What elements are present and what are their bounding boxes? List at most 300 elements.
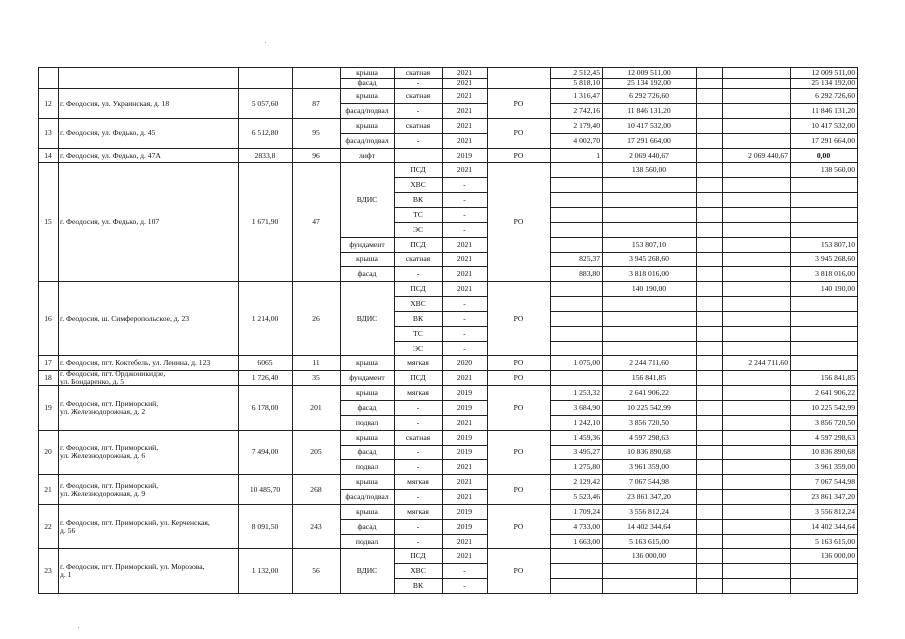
work-type: фасад/подвал <box>345 105 389 115</box>
operator: РО <box>513 402 524 412</box>
roof-type: ХВС <box>410 180 426 190</box>
work-type: лифт <box>358 150 376 160</box>
volume: 1 075,00 <box>573 358 600 368</box>
total-cost: 11 846 131,20 <box>811 105 855 115</box>
operator: РО <box>513 521 524 531</box>
operator: РО <box>513 217 524 227</box>
work-type: крыша <box>356 120 378 130</box>
year: 2019 <box>456 150 473 160</box>
year: 2021 <box>456 239 473 249</box>
row-border <box>38 593 858 594</box>
system-group-label: ВДИС <box>356 566 378 576</box>
subrow-border <box>394 296 487 297</box>
row-number: 12 <box>44 98 52 108</box>
address: г. Феодосия, пгт. Орджоникидзе, <box>60 369 166 379</box>
subrow-border <box>340 266 487 267</box>
cost: 153 807,10 <box>631 239 667 249</box>
address: г. Феодосия, пгт. Коктебель, ул. Ленина, д. 123 <box>60 358 211 368</box>
subrow-border <box>394 192 487 193</box>
work-type: фасад/подвал <box>345 135 389 145</box>
row-number: 22 <box>44 521 52 531</box>
roof-type: - <box>416 78 420 88</box>
total-cost: 3 961 359,00 <box>815 462 855 472</box>
scan-speck <box>78 627 79 628</box>
col-border <box>58 67 59 593</box>
total-cost: 4 597 298,63 <box>815 432 855 442</box>
year: 2021 <box>456 120 473 130</box>
subrow-border <box>550 326 857 327</box>
cost: 6 292 726,60 <box>629 91 669 101</box>
residents-count: 87 <box>312 98 320 108</box>
row-border <box>38 118 858 119</box>
cost: 25 134 192,00 <box>627 78 671 88</box>
work-type: фасад <box>357 402 377 412</box>
roof-type: - <box>416 536 420 546</box>
cost: 2 244 711,60 <box>629 358 669 368</box>
operator: РО <box>513 373 524 383</box>
volume: 883,80 <box>579 269 600 279</box>
work-type: крыша <box>356 506 378 516</box>
subrow-border <box>550 266 857 267</box>
volume: 3 495,27 <box>573 447 600 457</box>
building-area: 10 485,70 <box>249 484 281 494</box>
year: 2021 <box>456 105 473 115</box>
row-number: 15 <box>44 217 52 227</box>
residents-count: 201 <box>310 402 322 412</box>
volume: 2 129,42 <box>573 477 600 487</box>
col-border <box>38 67 39 593</box>
operator: РО <box>513 484 524 494</box>
year: 2021 <box>456 67 473 77</box>
building-area: 6 512,80 <box>251 128 279 138</box>
row-border <box>38 162 858 163</box>
cost: 2 069 440,67 <box>629 150 669 160</box>
year: 2021 <box>456 536 473 546</box>
cost: 3 961 359,00 <box>629 462 669 472</box>
address-line2: ул. Железнодорожная, д. 9 <box>60 488 146 498</box>
year: - <box>463 328 466 338</box>
address-line2: ул. Железнодорожная, д. 6 <box>60 451 146 461</box>
subrow-border <box>550 563 857 564</box>
cost: 140 190,00 <box>631 284 667 294</box>
work-type: фундамент <box>349 239 385 249</box>
building-area: 6 178,00 <box>251 402 279 412</box>
total-cost: 153 807,10 <box>820 239 855 249</box>
col-border <box>394 67 395 593</box>
work-type: фасад <box>357 521 377 531</box>
row-number: 14 <box>44 150 52 160</box>
row-border <box>38 148 858 149</box>
roof-type: ТС <box>413 209 423 219</box>
residents-count: 35 <box>312 373 320 383</box>
address: г. Феодосия, ул. Украинская, д. 18 <box>60 98 170 108</box>
roof-type: скатная <box>405 67 431 77</box>
subrow-border <box>550 192 857 193</box>
work-type: крыша <box>356 67 378 77</box>
year: - <box>463 313 466 323</box>
subrow-border <box>340 252 487 253</box>
total-cost: 25 134 192,00 <box>811 78 855 88</box>
cost: 14 402 344,64 <box>627 521 671 531</box>
work-type: крыша <box>356 91 378 101</box>
year: 2021 <box>456 91 473 101</box>
roof-type: скатная <box>405 254 431 264</box>
subrow-border <box>550 489 857 490</box>
funding-2: 2 069 440,67 <box>748 150 788 160</box>
col-border <box>857 67 858 593</box>
roof-type: - <box>416 462 420 472</box>
roof-type: ПСД <box>410 284 426 294</box>
operator: РО <box>513 128 524 138</box>
year: 2021 <box>456 417 473 427</box>
subrow-border <box>550 222 857 223</box>
roof-type: - <box>416 447 420 457</box>
subrow-border <box>340 103 487 104</box>
row-number: 19 <box>44 402 52 412</box>
volume: 1 663,00 <box>573 536 600 546</box>
total-cost: 156 841,85 <box>820 373 855 383</box>
roof-type: скатная <box>405 91 431 101</box>
address: г. Феодосия, пгт. Приморский, <box>60 398 159 408</box>
subrow-border <box>550 133 857 134</box>
work-type: крыша <box>356 432 378 442</box>
row-border <box>38 88 858 89</box>
subrow-border <box>394 341 487 342</box>
roof-type: - <box>416 269 420 279</box>
address-line2: ул. Железнодорожная, д. 2 <box>60 406 146 416</box>
work-type: фасад <box>357 78 377 88</box>
residents-count: 268 <box>310 484 322 494</box>
subrow-border <box>340 534 487 535</box>
operator: РО <box>513 98 524 108</box>
subrow-border <box>340 489 487 490</box>
col-border <box>238 67 239 593</box>
row-number: 21 <box>44 484 52 494</box>
address: г. Феодосия, пгт. Приморский, <box>60 443 159 453</box>
residents-count: 26 <box>312 313 320 323</box>
col-border <box>696 67 697 593</box>
row-border <box>38 430 858 431</box>
volume: 1 275,80 <box>573 462 600 472</box>
subrow-border <box>550 578 857 579</box>
address-line2: ул. Бондаренко, д. 5 <box>60 377 125 387</box>
roof-type: ЭС <box>412 224 424 234</box>
roof-type: ВК <box>412 195 424 205</box>
roof-type: скатная <box>405 432 431 442</box>
year: 2019 <box>456 402 473 412</box>
row-number: 13 <box>44 128 52 138</box>
subrow-border <box>550 415 857 416</box>
work-type: подвал <box>355 417 379 427</box>
work-type: подвал <box>355 462 379 472</box>
year: 2021 <box>456 78 473 88</box>
year: 2021 <box>456 165 473 175</box>
volume: 4 002,70 <box>573 135 600 145</box>
volume: 2 512,45 <box>573 67 600 77</box>
address: г. Феодосия, ул. Федько, д. 107 <box>60 217 160 227</box>
system-group-label: ВДИС <box>356 313 378 323</box>
cost: 23 861 347,20 <box>627 491 671 501</box>
roof-type: - <box>416 521 420 531</box>
funding-2: 2 244 711,60 <box>748 358 788 368</box>
subrow-border <box>550 252 857 253</box>
cost: 10 417 532,00 <box>627 120 671 130</box>
roof-type: ВК <box>412 313 424 323</box>
roof-type: ХВС <box>410 566 426 576</box>
year: - <box>463 343 466 353</box>
year: 2021 <box>456 284 473 294</box>
residents-count: 96 <box>312 150 320 160</box>
volume: 1 253,32 <box>573 388 600 398</box>
work-type: фасад <box>357 269 377 279</box>
cost: 3 556 812,24 <box>629 506 669 516</box>
total-cost: 140 190,00 <box>820 284 855 294</box>
row-number: 17 <box>44 358 52 368</box>
total-cost: 17 291 664,00 <box>811 135 855 145</box>
total-cost: 14 402 344,64 <box>811 521 855 531</box>
address: г. Феодосия, ш. Симферопольское, д. 23 <box>60 313 190 323</box>
volume: 1 242,10 <box>573 417 600 427</box>
total-cost: 2 641 906,22 <box>815 388 855 398</box>
scan-speck <box>265 42 266 43</box>
row-number: 23 <box>44 566 52 576</box>
col-border <box>442 67 443 593</box>
cost: 17 291 664,00 <box>627 135 671 145</box>
col-border <box>550 67 551 593</box>
subrow-border <box>550 237 857 238</box>
cost: 2 641 906,22 <box>629 388 669 398</box>
roof-type: мягкая <box>407 358 429 368</box>
residents-count: 56 <box>312 566 320 576</box>
roof-type: - <box>416 402 420 412</box>
volume: 5 818,10 <box>573 78 600 88</box>
total-cost: 23 861 347,20 <box>811 491 855 501</box>
subrow-border <box>394 207 487 208</box>
roof-type: ВК <box>412 581 424 591</box>
system-group-label: ВДИС <box>356 195 378 205</box>
year: 2021 <box>456 254 473 264</box>
cost: 7 067 544,98 <box>629 477 669 487</box>
total-cost: 5 163 615,00 <box>815 536 855 546</box>
address: г. Феодосия, ул. Федько, д. 45 <box>60 128 156 138</box>
cost: 4 597 298,63 <box>629 432 669 442</box>
subrow-border <box>340 415 487 416</box>
total-cost: 6 292 726,60 <box>815 91 855 101</box>
roof-type: ЭС <box>412 343 424 353</box>
cost: 156 841,85 <box>631 373 667 383</box>
cost: 138 560,00 <box>631 165 667 175</box>
building-area: 6065 <box>257 358 273 368</box>
subrow-border <box>340 519 487 520</box>
subrow-border <box>394 326 487 327</box>
residents-count: 11 <box>312 358 320 368</box>
total-cost: 0,00 <box>816 150 831 160</box>
subrow-border <box>550 103 857 104</box>
row-border <box>38 355 858 356</box>
year: - <box>463 566 466 576</box>
total-cost: 3 945 268,60 <box>815 254 855 264</box>
col-border <box>292 67 293 593</box>
year: 2021 <box>456 477 473 487</box>
year: 2019 <box>456 521 473 531</box>
col-border <box>722 67 723 593</box>
work-type: крыша <box>356 358 378 368</box>
total-cost: 3 556 812,24 <box>815 506 855 516</box>
subrow-border <box>550 519 857 520</box>
year: - <box>463 224 466 234</box>
operator: РО <box>513 447 524 457</box>
total-cost: 136 000,00 <box>820 551 855 561</box>
year: - <box>463 180 466 190</box>
building-area: 1 671,90 <box>251 217 279 227</box>
total-cost: 7 067 544,98 <box>815 477 855 487</box>
year: 2021 <box>456 269 473 279</box>
row-border <box>38 281 858 282</box>
volume: 825,37 <box>579 254 600 264</box>
year: 2021 <box>456 135 473 145</box>
work-type: крыша <box>356 388 378 398</box>
volume: 1 <box>596 150 600 160</box>
roof-type: мягкая <box>407 506 429 516</box>
year: 2020 <box>456 358 473 368</box>
roof-type: - <box>416 417 420 427</box>
year: 2019 <box>456 447 473 457</box>
col-border <box>602 67 603 593</box>
cost: 5 163 615,00 <box>629 536 669 546</box>
volume: 4 733,00 <box>573 521 600 531</box>
col-border <box>790 67 791 593</box>
year: 2021 <box>456 551 473 561</box>
year: 2021 <box>456 491 473 501</box>
year: 2019 <box>456 388 473 398</box>
subrow-border <box>340 133 487 134</box>
total-cost: 12 009 511,00 <box>811 67 855 77</box>
work-type: фасад/подвал <box>345 491 389 501</box>
year: - <box>463 581 466 591</box>
subrow-border <box>340 445 487 446</box>
building-area: 1 726,40 <box>251 373 279 383</box>
address: г. Феодосия, пгт. Приморский, <box>60 480 159 490</box>
subrow-border <box>394 222 487 223</box>
subrow-border <box>394 311 487 312</box>
year: - <box>463 195 466 205</box>
residents-count: 205 <box>310 447 322 457</box>
address: г. Феодосия, пгт. Приморский, ул. Керченская, <box>60 517 210 527</box>
total-cost: 10 836 890,68 <box>811 447 855 457</box>
operator: РО <box>513 358 524 368</box>
roof-type: ТС <box>413 328 423 338</box>
cost: 3 945 268,60 <box>629 254 669 264</box>
volume: 5 523,46 <box>573 491 600 501</box>
roof-type: ХВС <box>410 298 426 308</box>
row-border <box>38 548 858 549</box>
roof-type: мягкая <box>407 477 429 487</box>
year: 2019 <box>456 432 473 442</box>
total-cost: 3 856 720,50 <box>815 417 855 427</box>
subrow-border <box>550 534 857 535</box>
subrow-border <box>394 563 487 564</box>
address-line2: д. 1 <box>60 570 72 580</box>
subrow-border <box>550 341 857 342</box>
work-type: фундамент <box>349 373 385 383</box>
roof-type: - <box>416 491 420 501</box>
volume: 3 684,90 <box>573 402 600 412</box>
row-border <box>38 474 858 475</box>
roof-type: - <box>416 135 420 145</box>
residents-count: 243 <box>310 521 322 531</box>
roof-type: - <box>416 105 420 115</box>
work-type: крыша <box>356 477 378 487</box>
roof-type: мягкая <box>407 388 429 398</box>
cost: 3 818 016,00 <box>629 269 669 279</box>
address: г. Феодосия, пгт. Приморский, ул. Морозова, <box>60 562 205 572</box>
subrow-border <box>550 207 857 208</box>
roof-type: ПСД <box>410 239 426 249</box>
subrow-border <box>550 296 857 297</box>
total-cost: 10 225 542,99 <box>811 402 855 412</box>
total-cost: 138 560,00 <box>820 165 855 175</box>
operator: РО <box>513 566 524 576</box>
roof-type: скатная <box>405 120 431 130</box>
year: 2021 <box>456 373 473 383</box>
volume: 2 742,16 <box>573 105 600 115</box>
subrow-border <box>550 177 857 178</box>
roof-type: ПСД <box>410 373 426 383</box>
subrow-border <box>340 237 487 238</box>
roof-type: ПСД <box>410 551 426 561</box>
cost: 10 836 890,68 <box>627 447 671 457</box>
volume: 1 709,24 <box>573 506 600 516</box>
cost: 11 846 131,20 <box>627 105 671 115</box>
subrow-border <box>340 400 487 401</box>
subrow-border <box>550 311 857 312</box>
residents-count: 47 <box>312 217 320 227</box>
address-line2: д. 56 <box>60 525 76 535</box>
work-type: подвал <box>355 536 379 546</box>
total-cost: 10 417 532,00 <box>811 120 855 130</box>
building-area: 1 132,00 <box>251 566 279 576</box>
cost: 3 856 720,50 <box>629 417 669 427</box>
operator: РО <box>513 150 524 160</box>
row-number: 18 <box>44 373 52 383</box>
col-border <box>340 67 341 593</box>
row-number: 16 <box>44 313 52 323</box>
subrow-border <box>550 459 857 460</box>
row-number: 20 <box>44 447 52 457</box>
address: г. Феодосия, ул. Федько, д. 47А <box>60 150 161 160</box>
building-area: 8 091,50 <box>251 521 279 531</box>
year: - <box>463 209 466 219</box>
subrow-border <box>340 459 487 460</box>
building-area: 2833,8 <box>254 150 276 160</box>
cost: 10 225 542,99 <box>627 402 671 412</box>
work-type: фасад <box>357 447 377 457</box>
volume: 2 179,40 <box>573 120 600 130</box>
building-area: 7 494,00 <box>251 447 279 457</box>
building-area: 1 214,00 <box>251 313 279 323</box>
total-cost: 3 818 016,00 <box>815 269 855 279</box>
col-border <box>487 67 488 593</box>
work-type: крыша <box>356 254 378 264</box>
subrow-border <box>394 177 487 178</box>
volume: 1 459,36 <box>573 432 600 442</box>
cost: 12 009 511,00 <box>627 67 671 77</box>
year: 2021 <box>456 462 473 472</box>
subrow-border <box>550 445 857 446</box>
year: 2019 <box>456 506 473 516</box>
subrow-border <box>550 400 857 401</box>
cost: 136 000,00 <box>631 551 667 561</box>
